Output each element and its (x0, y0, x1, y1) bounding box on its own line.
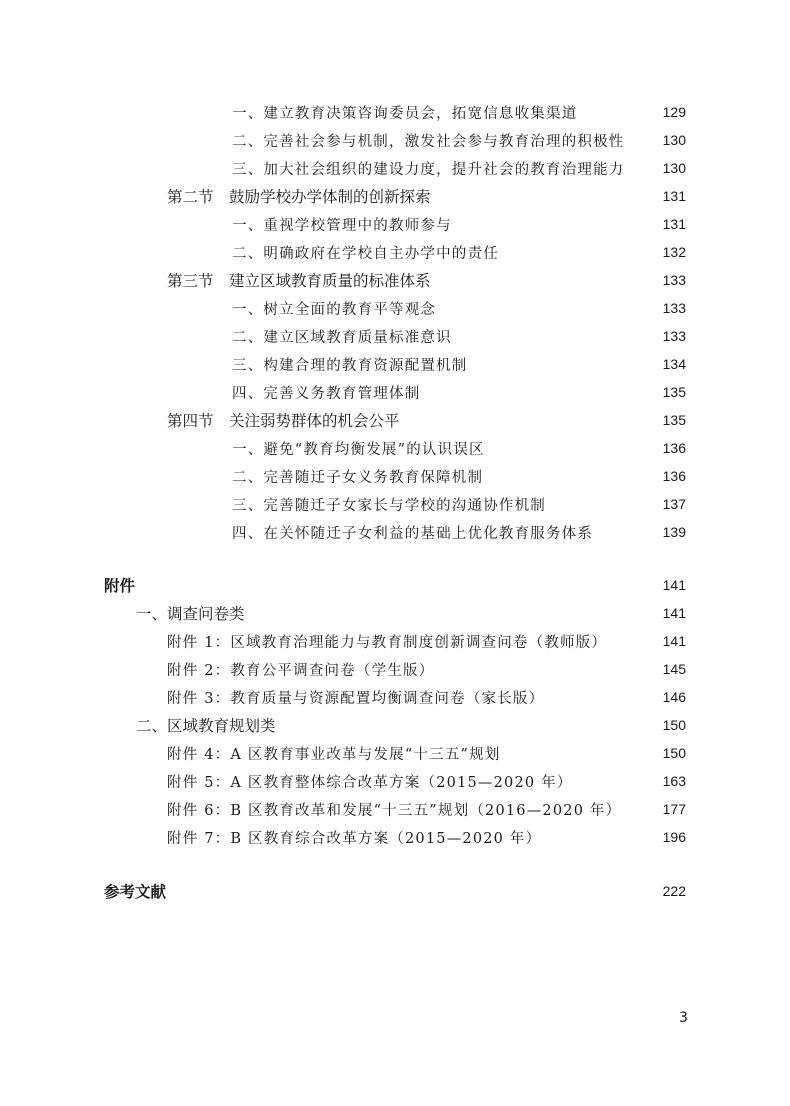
toc-entry-label: 一、重视学校管理中的教师参与 (232, 217, 452, 234)
toc-page-number: 150 (662, 745, 686, 761)
toc-entry-label: 附件 2：教育公平调查问卷（学生版） (167, 662, 435, 679)
toc-section-label: 第三节 建立区域教育质量的标准体系 (167, 272, 431, 290)
toc-entry-label: 附件 4：A 区教育事业改革与发展“十三五”规划 (167, 746, 501, 763)
toc-row (232, 296, 686, 320)
toc-entry-label: 三、完善随迁子女家长与学校的沟通协作机制 (232, 497, 546, 514)
toc-heading-label: 参考文献 (104, 883, 167, 901)
toc-entry-label: 四、在关怀随迁子女利益的基础上优化教育服务体系 (232, 525, 594, 542)
page-number: 3 (679, 1010, 688, 1026)
toc-page-number: 130 (662, 160, 686, 176)
toc-page-number: 133 (662, 300, 686, 316)
toc-page-number: 137 (662, 496, 686, 512)
toc-entry-label: 一、避免“教育均衡发展”的认识误区 (232, 441, 485, 458)
toc-category-row (136, 601, 686, 625)
toc-row (232, 380, 686, 404)
toc-row (232, 464, 686, 488)
toc-page-number: 163 (662, 773, 686, 789)
toc-page-number: 196 (662, 829, 686, 845)
toc-row (232, 100, 686, 124)
toc-page-number: 135 (662, 384, 686, 400)
toc-row (232, 492, 686, 516)
toc-page-number: 129 (662, 104, 686, 120)
toc-entry-label: 附件 5：A 区教育整体综合改革方案（2015—2020 年） (167, 774, 573, 791)
toc-row (167, 769, 686, 793)
toc-page-number: 141 (662, 605, 686, 621)
toc-section-label: 第二节 鼓励学校办学体制的创新探索 (167, 188, 431, 206)
toc-section-row (167, 184, 686, 208)
toc-page-number: 150 (662, 717, 686, 733)
toc-row (232, 352, 686, 376)
toc-page-number: 145 (662, 661, 686, 677)
toc-page-number: 132 (662, 244, 686, 260)
toc-entry-label: 三、加大社会组织的建设力度，提升社会的教育治理能力 (232, 161, 625, 178)
toc-row (232, 156, 686, 180)
toc-heading-row (104, 573, 686, 597)
toc-page-number: 141 (662, 577, 686, 593)
toc-row (232, 212, 686, 236)
toc-page-number: 136 (662, 468, 686, 484)
toc-row (167, 685, 686, 709)
toc-row (167, 741, 686, 765)
toc-section-row (167, 268, 686, 292)
toc-row (167, 825, 686, 849)
toc-row (232, 240, 686, 264)
toc-row (232, 520, 686, 544)
toc-entry-label: 二、明确政府在学校自主办学中的责任 (232, 245, 499, 262)
toc-row (167, 629, 686, 653)
toc-section-row (167, 408, 686, 432)
toc-row (232, 324, 686, 348)
toc-entry-label: 附件 3：教育质量与资源配置均衡调查问卷（家长版） (167, 690, 545, 707)
toc-category-row (136, 713, 686, 737)
toc-entry-label: 附件 6：B 区教育改革和发展“十三五”规划（2016—2020 年） (167, 802, 622, 819)
toc-page-number: 134 (662, 356, 686, 372)
toc-page-number: 133 (662, 272, 686, 288)
toc-entry-label: 二、建立区域教育质量标准意识 (232, 329, 452, 346)
toc-page-number: 130 (662, 132, 686, 148)
toc-heading-row (104, 879, 686, 903)
toc-page-number: 136 (662, 440, 686, 456)
toc-page-number: 177 (662, 801, 686, 817)
toc-page-number: 131 (662, 188, 686, 204)
toc-row (167, 657, 686, 681)
toc-section-label: 第四节 关注弱势群体的机会公平 (167, 412, 400, 430)
toc-category-label: 二、区域教育规划类 (136, 717, 276, 735)
toc-category-label: 一、调查问卷类 (136, 605, 245, 623)
toc-entry-label: 四、完善义务教育管理体制 (232, 385, 421, 402)
toc-page-number: 135 (662, 412, 686, 428)
toc-page-number: 222 (662, 883, 686, 899)
toc-row (232, 436, 686, 460)
toc-entry-label: 一、树立全面的教育平等观念 (232, 301, 437, 318)
toc-row (232, 128, 686, 152)
toc-page-number: 141 (662, 633, 686, 649)
toc-heading-label: 附件 (104, 577, 136, 595)
toc-page-number: 133 (662, 328, 686, 344)
toc-page-number: 139 (662, 524, 686, 540)
toc-page-number: 146 (662, 689, 686, 705)
toc-entry-label: 二、完善随迁子女义务教育保障机制 (232, 469, 484, 486)
toc-row (167, 797, 686, 821)
toc-entry-label: 一、建立教育决策咨询委员会，拓宽信息收集渠道 (232, 105, 578, 122)
toc-page-number: 131 (662, 216, 686, 232)
toc-entry-label: 附件 1：区域教育治理能力与教育制度创新调查问卷（教师版） (167, 634, 608, 651)
toc-entry-label: 三、构建合理的教育资源配置机制 (232, 357, 468, 374)
toc-entry-label: 二、完善社会参与机制，激发社会参与教育治理的积极性 (232, 133, 625, 150)
toc-entry-label: 附件 7：B 区教育综合改革方案（2015—2020 年） (167, 830, 542, 847)
